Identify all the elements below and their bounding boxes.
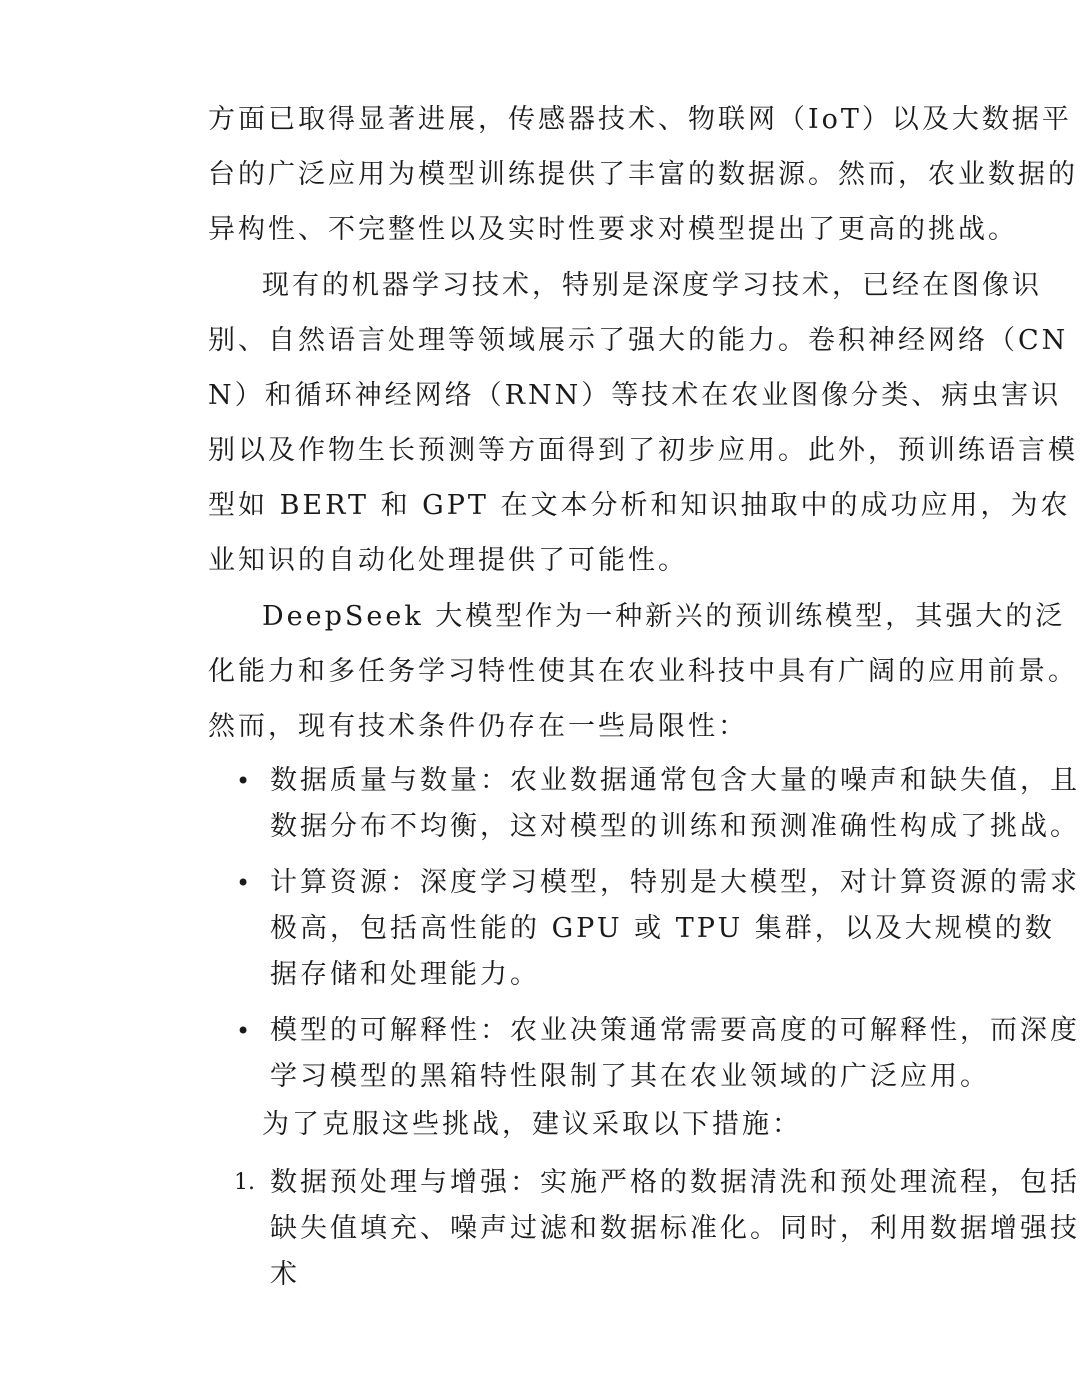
list-item-text: 数据预处理与增强：实施严格的数据清洗和预处理流程，包括缺失值填充、噪声过滤和数据标准化。同时，利用数据增强技术 [270, 1167, 1080, 1290]
bullet-marker: • [236, 767, 251, 795]
paragraph-context: 方面已取得显著进展，传感器技术、物联网（IoT）以及大数据平台的广泛应用为模型训练提供了丰富的数据源。然而，农业数据的异构性、不完整性以及实时性要求对模型提出了更高的挑战。 [208, 104, 1078, 245]
list-item [208, 860, 1080, 998]
paragraph-measures-intro: 为了克服这些挑战，建议采取以下措施： [262, 1109, 802, 1140]
list-item-text: 计算资源：深度学习模型，特别是大模型，对计算资源的需求极高，包括高性能的 GPU 或 TPU 集群，以及大规模的数据存储和处理能力。 [270, 867, 1080, 990]
bullet-marker: • [236, 1017, 251, 1045]
number-marker: 1. [234, 1170, 255, 1195]
list-item [208, 1160, 1080, 1298]
list-item [208, 758, 1080, 850]
limitations-list [208, 758, 1080, 1100]
paragraph-deepseek-limitations: DeepSeek 大模型作为一种新兴的预训练模型，其强大的泛化能力和多任务学习特性使其在农业科技中具有广阔的应用前景。然而，现有技术条件仍存在一些局限性： [208, 601, 1078, 742]
list-item-text: 模型的可解释性：农业决策通常需要高度的可解释性，而深度学习模型的黑箱特性限制了其在农业领域的广泛应用。 [270, 1015, 1080, 1092]
paragraph-existing-techniques: 现有的机器学习技术，特别是深度学习技术，已经在图像识别、自然语言处理等领域展示了强大的能力。卷积神经网络（CNN）和循环神经网络（RNN）等技术在农业图像分类、病虫害识别以及作物生长预测等方面得到了初步应用。此外，预训练语言模型如 BERT 和 GPT 在文本分析和知识抽取中的成功应用，为农业知识的自动化处理提供了可能性。 [208, 270, 1078, 576]
bullet-marker: • [236, 869, 251, 897]
measures-list [208, 1160, 1080, 1298]
list-item-text: 数据质量与数量：农业数据通常包含大量的噪声和缺失值，且数据分布不均衡，这对模型的训练和预测准确性构成了挑战。 [270, 765, 1080, 842]
list-item [208, 1008, 1080, 1100]
